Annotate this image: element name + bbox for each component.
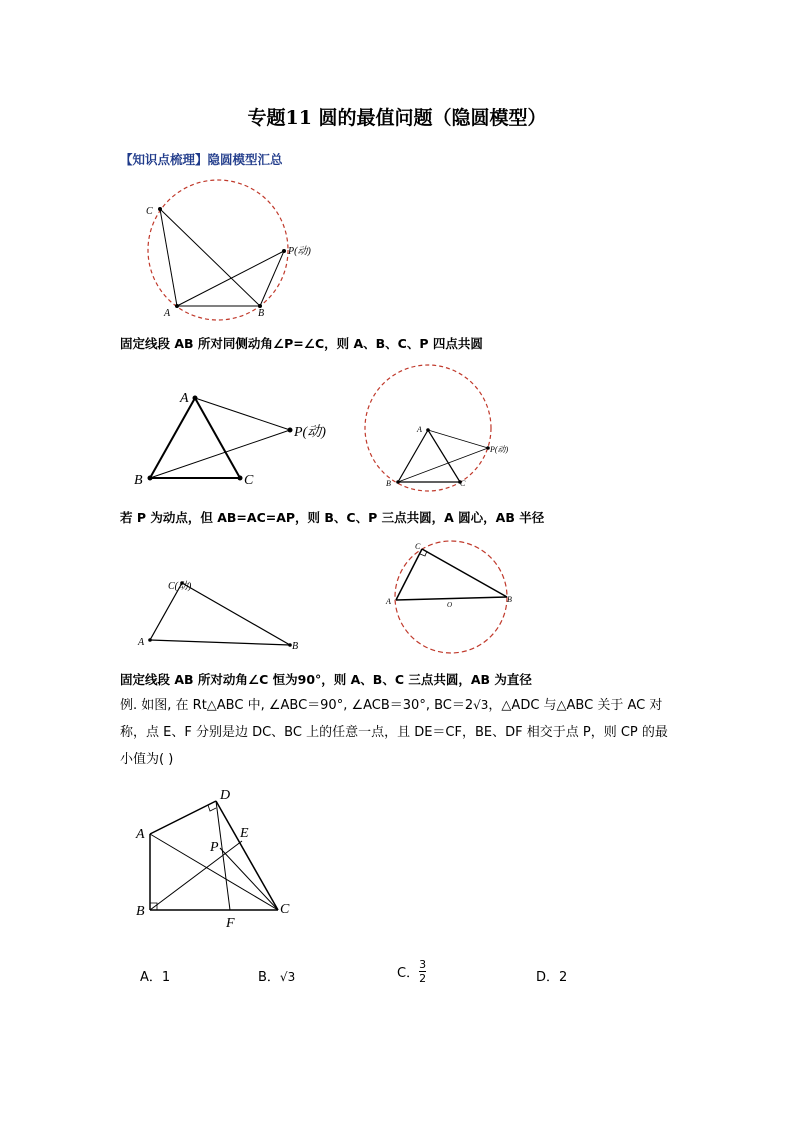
label-A: A [164,308,171,319]
section-bracket: 【知识点梳理】 [120,152,208,167]
label-O: O [447,601,453,609]
option-a[interactable]: A．1 [140,970,171,985]
label-C-dynamic: C(动) [168,581,192,592]
rule-3-text: 固定线段 AB 所对动角∠C 恒为90°，则 A、B、C 三点共圆，AB 为直径 [120,672,532,687]
label-P-dynamic: P(动) [288,246,311,257]
label-C: C [460,479,466,488]
label-E: E [240,826,249,841]
label-A: A [180,391,189,406]
label-B: B [136,904,145,919]
section-heading [120,150,283,168]
option-d[interactable]: D．2 [536,970,568,985]
label-A: A [138,637,145,648]
problem-figure [130,785,310,935]
label-F: F [226,916,235,931]
label-A: A [136,827,145,842]
label-C: C [146,206,153,217]
label-C: C [280,902,290,917]
label-B: B [134,473,143,488]
problem-line-1: 例. 如图, 在 Rt△ABC 中, ∠ABC＝90°, ∠ACB＝30°, BC＝2√3，△ADC 与△ABC 关于 AC 对 [120,698,663,713]
label-B: B [386,479,391,488]
label-B: B [258,308,265,319]
section-text: 隐圆模型汇总 [207,152,283,167]
label-C: C [415,542,421,551]
label-C: C [244,473,254,488]
option-b[interactable]: B．√3 [258,970,296,985]
problem-line-2: 称，点 E、F 分别是边 DC、BC 上的任意一点，且 DE＝CF，BE、DF 相交于点 P，则 CP 的最 [120,725,668,740]
page-title: 专题11 圆的最值问题（隐圆模型） [247,107,547,129]
dashed-circle [365,365,491,491]
figure-center-A-circle [360,360,530,510]
option-c[interactable]: C． $\frac{3}{2}$ [397,958,427,985]
dashed-circle [148,180,288,320]
label-A: A [386,597,391,606]
figure-diameter-circle [385,540,520,660]
label-P: P [210,840,219,855]
fraction-three-halves: $\frac{3}{2}$ [419,958,427,985]
rule-2-text: 若 P 为动点，但 AB=AC=AP，则 B、C、P 三点共圆，A 圆心，AB 半径 [120,510,545,525]
figure-four-point-circle [140,172,340,322]
rule-1-text: 固定线段 AB 所对同侧动角∠P=∠C，则 A、B、C、P 四点共圆 [120,336,483,351]
label-A: A [417,425,422,434]
label-P-dynamic: P(动) [294,425,326,440]
label-B: B [292,641,299,652]
label-B: B [507,595,512,604]
label-D: D [220,788,231,803]
problem-line-3: 小值为( ) [120,752,174,767]
sqrt-three: √3 [473,698,489,712]
figure-isosceles-triangle [134,390,350,490]
label-P-dynamic: P(动) [490,445,509,454]
problem-text [120,692,680,773]
figure-right-angle-triangle [140,575,320,655]
